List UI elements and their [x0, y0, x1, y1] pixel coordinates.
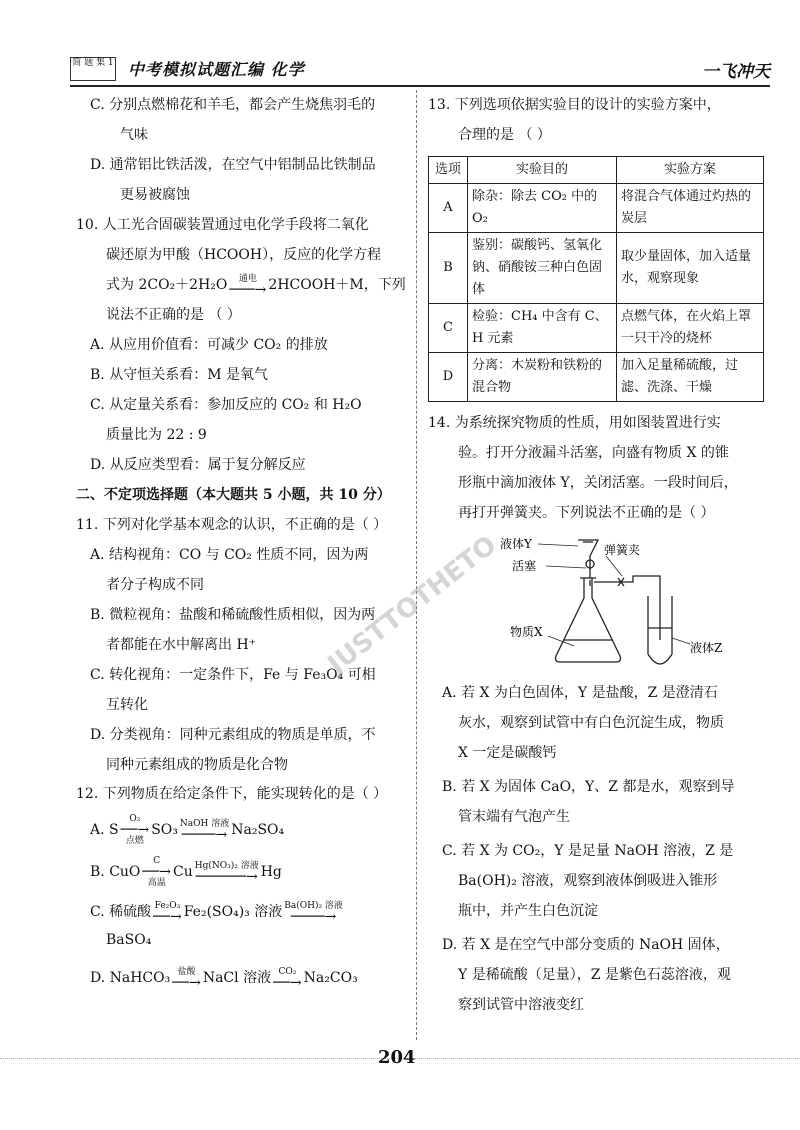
book-logo: 简 题 集 1	[70, 57, 116, 81]
label-liquid-z: 液体Z	[690, 641, 723, 655]
question-11: 11. 下列对化学基本观念的认识，不正确的是（ ） A. 结构视角：CO 与 CO₂ 性质不同，因为两 者分子构成不同 B. 微粒视角：盐酸和稀硫酸性质相似，因为两 者都能在水中解离出 H⁺ C. 转化视角：一定条件下，Fe 与 Fe₃O₄ 可相 互转化 D. 分类视角：同种元素组成的物质是单质，不 同种元素组成的物质是化合物	[76, 517, 388, 773]
question-14: 14. 为系统探究物质的性质，用如图装置进行实 验。打开分液漏斗活塞，向盛有物质 X 的锥 形瓶中滴加液体 Y，关闭活塞。一段时间后， 再打开弹簧夹。下列说法不正确的是（ ） 液体Y 弹簧夹 活塞 物质X 液体Z A. 若 X 为白色固体，Y 是盐酸，Z 是澄清石 灰水，观察到试管中有白色沉淀生成，物质 X 一定是碳酸钙 B. 若 X 为固体 CaO，Y、Z 都是水，观察到导 管末端有气泡产生 C. 若 X 为 CO₂，Y 是足量 NaOH 溶液，Z 是 Ba(OH)₂ 溶液，观察到液体倒吸进入锥形 瓶中，并产生白色沉淀 D. 若 X 是在空气中部分变质的 NaOH 固体， Y 是稀硫酸（足量），Z 是紫色石蕊溶液，观 察到试管中溶液变红	[428, 408, 773, 1020]
q12-option-a: A. S O₂ ──→ 点燃 SO₃ NaOH 溶液 ────→ Na₂SO₄	[90, 814, 285, 846]
left-column	[76, 90, 411, 992]
question-10: 10. 人工光合固碳装置通过电化学手段将二氧化 碳还原为甲酸（HCOOH），反应的化学方程 式为 2CO₂＋2H₂O 通电 ───→ 2HCOOH＋M，下列 说法不正确的是 （ ） A. 从应用价值看：可减少 CO₂ 的排放 B. 从守恒关系看：M 是氧气 C. 从定量关系看：参加反应的 CO₂ 和 H₂O 质量比为 22 : 9 D. 从反应类型看：属于复分解反应	[76, 210, 411, 480]
q9-option-d: D. 通常铝比铁活泼，在空气中铝制品比铁制品 更易被腐蚀	[90, 157, 376, 203]
table-row: D 分离：木炭粉和铁粉的混合物 加入足量稀硫酸，过滤、洗涤、干燥	[429, 353, 764, 402]
page-header	[70, 55, 770, 87]
label-clip: 弹簧夹	[604, 543, 641, 557]
column-divider	[416, 90, 417, 1040]
page-number: 204	[378, 1047, 416, 1068]
q12-option-b: B. CuO C ──→ 高温 Cu Hg(NO₃)₂ 溶液 ──────→ Hg	[90, 856, 282, 888]
q9-option-c: C. 分别点燃棉花和羊毛，都会产生烧焦羽毛的 气味	[90, 97, 376, 143]
label-valve: 活塞	[512, 559, 537, 573]
q12-option-d: D. NaHCO₃ 盐酸 ──→ NaCl 溶液 CO₂ ──→ Na₂CO₃	[90, 967, 358, 991]
watermark: JUSTTOTHETO	[322, 530, 503, 680]
label-substance-x: 物质X	[510, 625, 543, 639]
q12-option-c: C. 稀硫酸 Fe₂O₃ ──→ Fe₂(SO₄)₃ 溶液 Ba(OH)₂ 溶液 ────→	[90, 901, 343, 925]
table-header-row: 选项 实验目的 实验方案	[429, 157, 764, 184]
table-row: C 检验：CH₄ 中含有 C、H 元素 点燃气体，在火焰上罩一只干冷的烧杯	[429, 304, 764, 353]
table-row: A 除杂：除去 CO₂ 中的 O₂ 将混合气体通过灼热的炭层	[429, 184, 764, 233]
q13-table	[428, 156, 764, 402]
label-liquid-y: 液体Y	[500, 537, 532, 551]
series-brand: 一飞冲天	[702, 62, 770, 82]
question-13: 13. 下列选项依据实验目的设计的实验方案中， 合理的是 （ ） 选项 实验目的 实验方案 A 除杂：除去 CO₂ 中的 O₂ 将混合气体通过灼热的炭层 B 鉴别：碳酸钙、氢氧化钠、硝酸铵三种白色固体 取少量固体，加入适量水，观察现象 C 检验：CH₄ 中含有 C、H 元素 点燃气体，在火焰上罩一只干冷的烧杯 D 分离：木炭粉和铁粉的混合物 加入足量稀硫酸，过滤、洗涤、干燥	[428, 90, 773, 402]
q10-equation: 式为 2CO₂＋2H₂O 通电 ───→ 2HCOOH＋M，下列	[106, 274, 406, 298]
book-title: 中考模拟试题汇编 化学	[128, 60, 305, 79]
question-12: 12. 下列物质在给定条件下，能实现转化的是（ ） A. S O₂ ──→ 点燃 SO₃ NaOH 溶液 ────→ Na₂SO₄ B. CuO C ──→ 高温 Cu Hg(NO₃)₂ 溶液 ──────→ Hg C. 稀硫酸 Fe₂O₃ ──→ Fe₂(SO₄)₃ 溶液 Ba(OH)₂ 溶液 ────→ BaSO₄ D. NaHCO₃ 盐酸 ──→ NaCl 溶液 CO₂ ──→ Na₂CO₃	[76, 780, 411, 992]
table-row: B 鉴别：碳酸钙、氢氧化钠、硝酸铵三种白色固体 取少量固体，加入适量水，观察现象	[429, 233, 764, 304]
section-2-title: 二、不定项选择题（本大题共 5 小题，共 10 分）	[76, 487, 391, 503]
